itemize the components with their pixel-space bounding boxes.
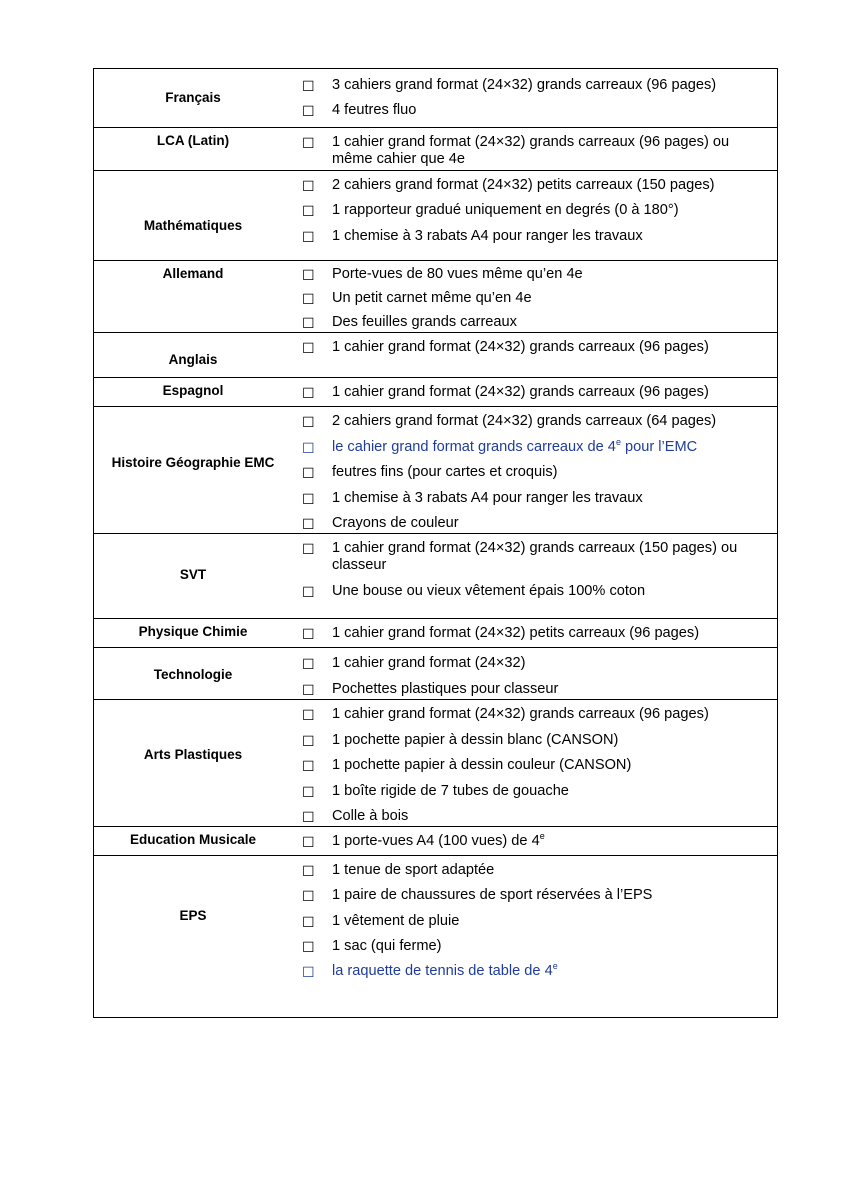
subject-label: Histoire Géographie EMC xyxy=(111,455,275,470)
item-text: feutres fins (pour cartes et croquis) xyxy=(332,464,558,480)
table-row xyxy=(94,618,777,648)
item-text: 1 cahier grand format (24×32) petits carreaux (96 pages) xyxy=(332,625,700,641)
checkbox[interactable]: ☐ xyxy=(302,834,315,850)
table-row xyxy=(94,127,777,171)
subject-label: Anglais xyxy=(168,352,218,367)
subject-label: SVT xyxy=(179,567,207,582)
item-text: Une bouse ou vieux vêtement épais 100% coton xyxy=(332,583,646,599)
item-text: Des feuilles grands carreaux xyxy=(332,314,517,330)
item-text: 1 cahier grand format (24×32) grands carreaux (96 pages) xyxy=(332,706,709,722)
checkbox[interactable]: ☐ xyxy=(302,315,315,331)
checkbox[interactable]: ☐ xyxy=(302,626,315,642)
checkbox[interactable]: ☐ xyxy=(302,939,315,955)
checkbox[interactable]: ☐ xyxy=(302,203,315,219)
checkbox[interactable]: ☐ xyxy=(302,135,315,151)
subject-label: Physique Chimie xyxy=(138,624,248,639)
table-row xyxy=(94,260,777,333)
checkbox[interactable]: ☐ xyxy=(302,784,315,800)
table-row xyxy=(94,855,777,1018)
subject-label: EPS xyxy=(179,908,207,923)
checkbox[interactable]: ☐ xyxy=(302,229,315,245)
checkbox[interactable]: ☐ xyxy=(302,178,315,194)
checkbox[interactable]: ☐ xyxy=(302,440,315,456)
item-text: Un petit carnet même qu’en 4e xyxy=(332,290,532,306)
checkbox[interactable]: ☐ xyxy=(302,809,315,825)
subject-label: Allemand xyxy=(162,266,224,281)
checkbox[interactable]: ☐ xyxy=(302,340,315,356)
checkbox[interactable]: ☐ xyxy=(302,656,315,672)
item-text: 1 vêtement de pluie xyxy=(332,913,460,929)
item-text: 1 pochette papier à dessin couleur (CANSON) xyxy=(332,757,632,773)
checkbox[interactable]: ☐ xyxy=(302,465,315,481)
checkbox[interactable]: ☐ xyxy=(302,888,315,904)
item-text: 1 boîte rigide de 7 tubes de gouache xyxy=(332,783,569,799)
table-row xyxy=(94,332,777,378)
checkbox[interactable]: ☐ xyxy=(302,103,315,119)
item-text: Crayons de couleur xyxy=(332,515,459,531)
checkbox[interactable]: ☐ xyxy=(302,707,315,723)
checkbox[interactable]: ☐ xyxy=(302,964,315,980)
item-text: 2 cahiers grand format (24×32) petits carreaux (150 pages) xyxy=(332,177,715,193)
supply-list-table xyxy=(93,68,778,1018)
table-row xyxy=(94,377,777,407)
item-text: 1 cahier grand format (24×32) grands carreaux (96 pages) xyxy=(332,384,709,400)
superscript: e xyxy=(539,831,545,842)
item-text: 4 feutres fluo xyxy=(332,102,417,118)
item-text: 1 paire de chaussures de sport réservées à l’EPS xyxy=(332,887,653,903)
item-text: Porte-vues de 80 vues même qu’en 4e xyxy=(332,266,583,282)
item-text: 1 sac (qui ferme) xyxy=(332,938,442,954)
item-text: 3 cahiers grand format (24×32) grands carreaux (96 pages) xyxy=(332,77,717,93)
item-text xyxy=(332,963,771,980)
subject-label: LCA (Latin) xyxy=(156,133,230,148)
item-text: 1 chemise à 3 rabats A4 pour ranger les travaux xyxy=(332,228,643,244)
item-text: 1 tenue de sport adaptée xyxy=(332,862,495,878)
table-row xyxy=(94,647,777,700)
item-text xyxy=(332,439,771,456)
checkbox[interactable]: ☐ xyxy=(302,414,315,430)
table-row xyxy=(94,406,777,534)
checkbox[interactable]: ☐ xyxy=(302,682,315,698)
item-text: 1 cahier grand format (24×32) grands carreaux (96 pages) ou même cahier que 4e xyxy=(332,134,730,167)
table-row xyxy=(94,533,777,619)
item-text: 1 cahier grand format (24×32) xyxy=(332,655,526,671)
subject-label: Espagnol xyxy=(162,383,224,398)
subject-label: Arts Plastiques xyxy=(143,747,243,762)
checkbox[interactable]: ☐ xyxy=(302,733,315,749)
checkbox[interactable]: ☐ xyxy=(302,914,315,930)
subject-label: Mathématiques xyxy=(143,218,243,233)
item-text-main: la raquette de tennis de table de 4 xyxy=(332,963,553,979)
checkbox[interactable]: ☐ xyxy=(302,291,315,307)
superscript: e xyxy=(615,437,621,448)
item-text: 1 pochette papier à dessin blanc (CANSON) xyxy=(332,732,619,748)
item-text: 1 cahier grand format (24×32) grands carreaux (96 pages) xyxy=(332,339,709,355)
checkbox[interactable]: ☐ xyxy=(302,863,315,879)
subject-label: Technologie xyxy=(153,667,233,682)
item-text-main: 1 porte-vues A4 (100 vues) de 4 xyxy=(332,833,540,849)
checkbox[interactable]: ☐ xyxy=(302,267,315,283)
item-text xyxy=(332,833,771,850)
checkbox[interactable]: ☐ xyxy=(302,78,315,94)
table-row xyxy=(94,699,777,827)
checkbox[interactable]: ☐ xyxy=(302,584,315,600)
checkbox[interactable]: ☐ xyxy=(302,491,315,507)
item-text: 1 cahier grand format (24×32) grands carreaux (150 pages) ou classeur xyxy=(332,540,738,573)
table-row xyxy=(94,69,777,128)
item-text: Pochettes plastiques pour classeur xyxy=(332,681,559,697)
table-row xyxy=(94,826,777,856)
item-text: 1 chemise à 3 rabats A4 pour ranger les travaux xyxy=(332,490,643,506)
table-row xyxy=(94,170,777,261)
item-text-tail: pour l’EMC xyxy=(620,439,698,455)
item-text: Colle à bois xyxy=(332,808,409,824)
subject-label: Education Musicale xyxy=(129,832,257,847)
checkbox[interactable]: ☐ xyxy=(302,516,315,532)
item-text-main: le cahier grand format grands carreaux de 4 xyxy=(332,439,616,455)
superscript: e xyxy=(552,961,558,972)
item-text: 1 rapporteur gradué uniquement en degrés (0 à 180°) xyxy=(332,202,679,218)
item-text: 2 cahiers grand format (24×32) grands carreaux (64 pages) xyxy=(332,413,717,429)
checkbox[interactable]: ☐ xyxy=(302,385,315,401)
subject-label: Français xyxy=(165,90,221,105)
checkbox[interactable]: ☐ xyxy=(302,541,315,557)
checkbox[interactable]: ☐ xyxy=(302,758,315,774)
